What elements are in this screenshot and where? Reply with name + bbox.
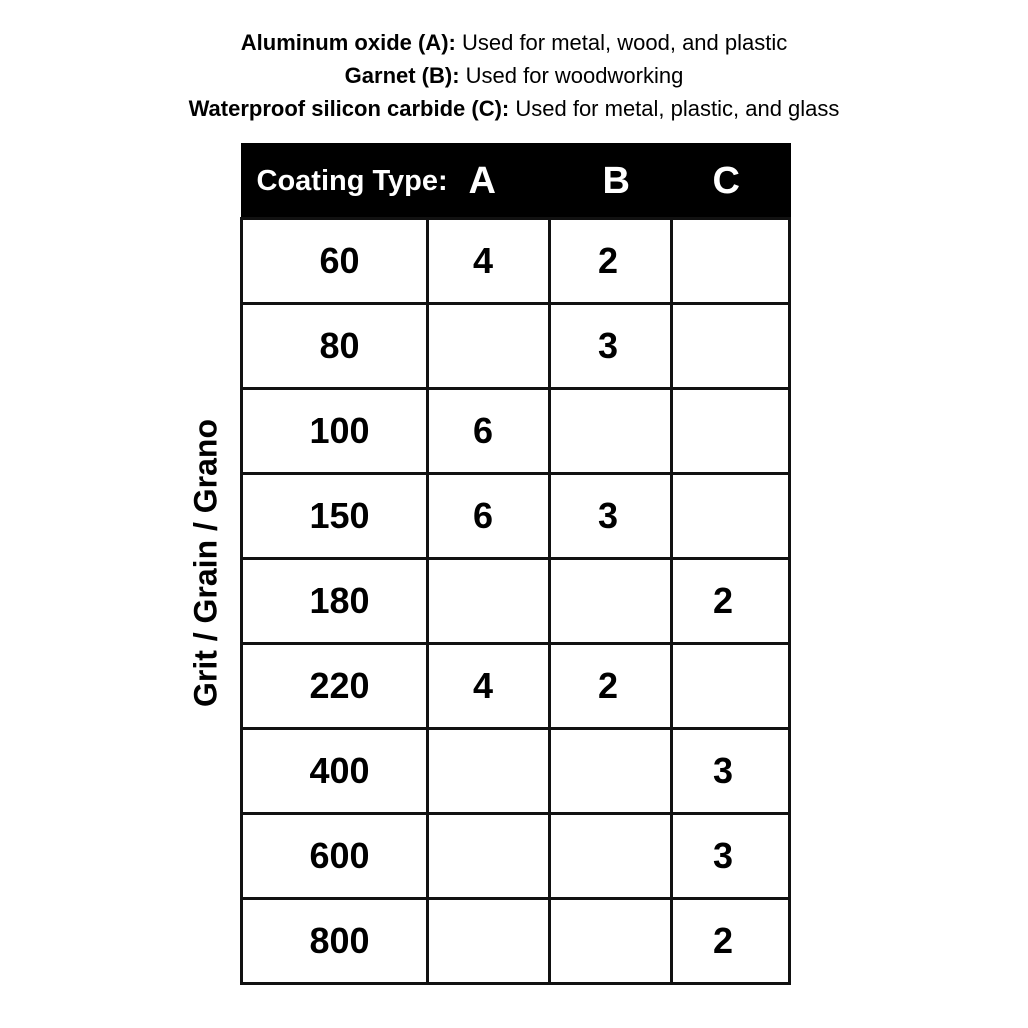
- value-cell-a: 6: [428, 474, 550, 559]
- coating-legend: [0, 26, 1028, 125]
- grit-cell: 220: [242, 644, 428, 729]
- legend-desc: Used for metal, wood, and plastic: [455, 30, 788, 55]
- column-header-b: B: [550, 144, 672, 219]
- value-cell-c: 2: [672, 559, 790, 644]
- value-cell-b: 3: [550, 474, 672, 559]
- value-cell-b: [550, 389, 672, 474]
- value-cell-b: [550, 559, 672, 644]
- table-row: [242, 474, 790, 559]
- grit-cell: 80: [242, 304, 428, 389]
- table-row: [242, 304, 790, 389]
- table-row: [242, 644, 790, 729]
- value-cell-b: [550, 729, 672, 814]
- value-cell-c: [672, 304, 790, 389]
- legend-term: Waterproof silicon carbide (C):: [188, 96, 510, 121]
- value-cell-a: [428, 729, 550, 814]
- value-cell-a: 4: [428, 644, 550, 729]
- value-cell-a: 4: [428, 219, 550, 304]
- table-row: [242, 219, 790, 304]
- grit-cell: 180: [242, 559, 428, 644]
- value-cell-c: [672, 219, 790, 304]
- table-row: [242, 729, 790, 814]
- grit-cell: 400: [242, 729, 428, 814]
- legend-line-b: [0, 59, 1028, 92]
- table-row: [242, 389, 790, 474]
- value-cell-a: [428, 559, 550, 644]
- value-cell-b: [550, 814, 672, 899]
- value-cell-b: [550, 899, 672, 984]
- value-cell-c: 3: [672, 814, 790, 899]
- value-cell-a: [428, 304, 550, 389]
- legend-line-a: [0, 26, 1028, 59]
- table-header-row: [242, 144, 790, 219]
- value-cell-a: [428, 814, 550, 899]
- legend-line-c: [0, 92, 1028, 125]
- value-cell-c: [672, 389, 790, 474]
- value-cell-a: 6: [428, 389, 550, 474]
- grit-cell: 60: [242, 219, 428, 304]
- column-header-c: C: [672, 144, 790, 219]
- value-cell-c: 3: [672, 729, 790, 814]
- legend-term: Garnet (B):: [344, 63, 460, 88]
- table-row: [242, 814, 790, 899]
- grit-coating-table: [240, 143, 791, 985]
- value-cell-c: [672, 474, 790, 559]
- grit-cell: 600: [242, 814, 428, 899]
- legend-desc: Used for metal, plastic, and glass: [509, 96, 840, 121]
- column-header-a: A: [428, 144, 550, 219]
- grit-axis-label: Grit / Grain / Grano: [187, 418, 224, 708]
- table-row: [242, 559, 790, 644]
- legend-term: Aluminum oxide (A):: [240, 30, 456, 55]
- value-cell-c: 2: [672, 899, 790, 984]
- value-cell-b: 2: [550, 219, 672, 304]
- value-cell-b: 2: [550, 644, 672, 729]
- value-cell-b: 3: [550, 304, 672, 389]
- value-cell-c: [672, 644, 790, 729]
- coating-type-header: Coating Type:: [242, 144, 428, 219]
- legend-desc: Used for woodworking: [459, 63, 684, 88]
- grit-cell: 800: [242, 899, 428, 984]
- grit-cell: 150: [242, 474, 428, 559]
- table-row: [242, 899, 790, 984]
- value-cell-a: [428, 899, 550, 984]
- grit-cell: 100: [242, 389, 428, 474]
